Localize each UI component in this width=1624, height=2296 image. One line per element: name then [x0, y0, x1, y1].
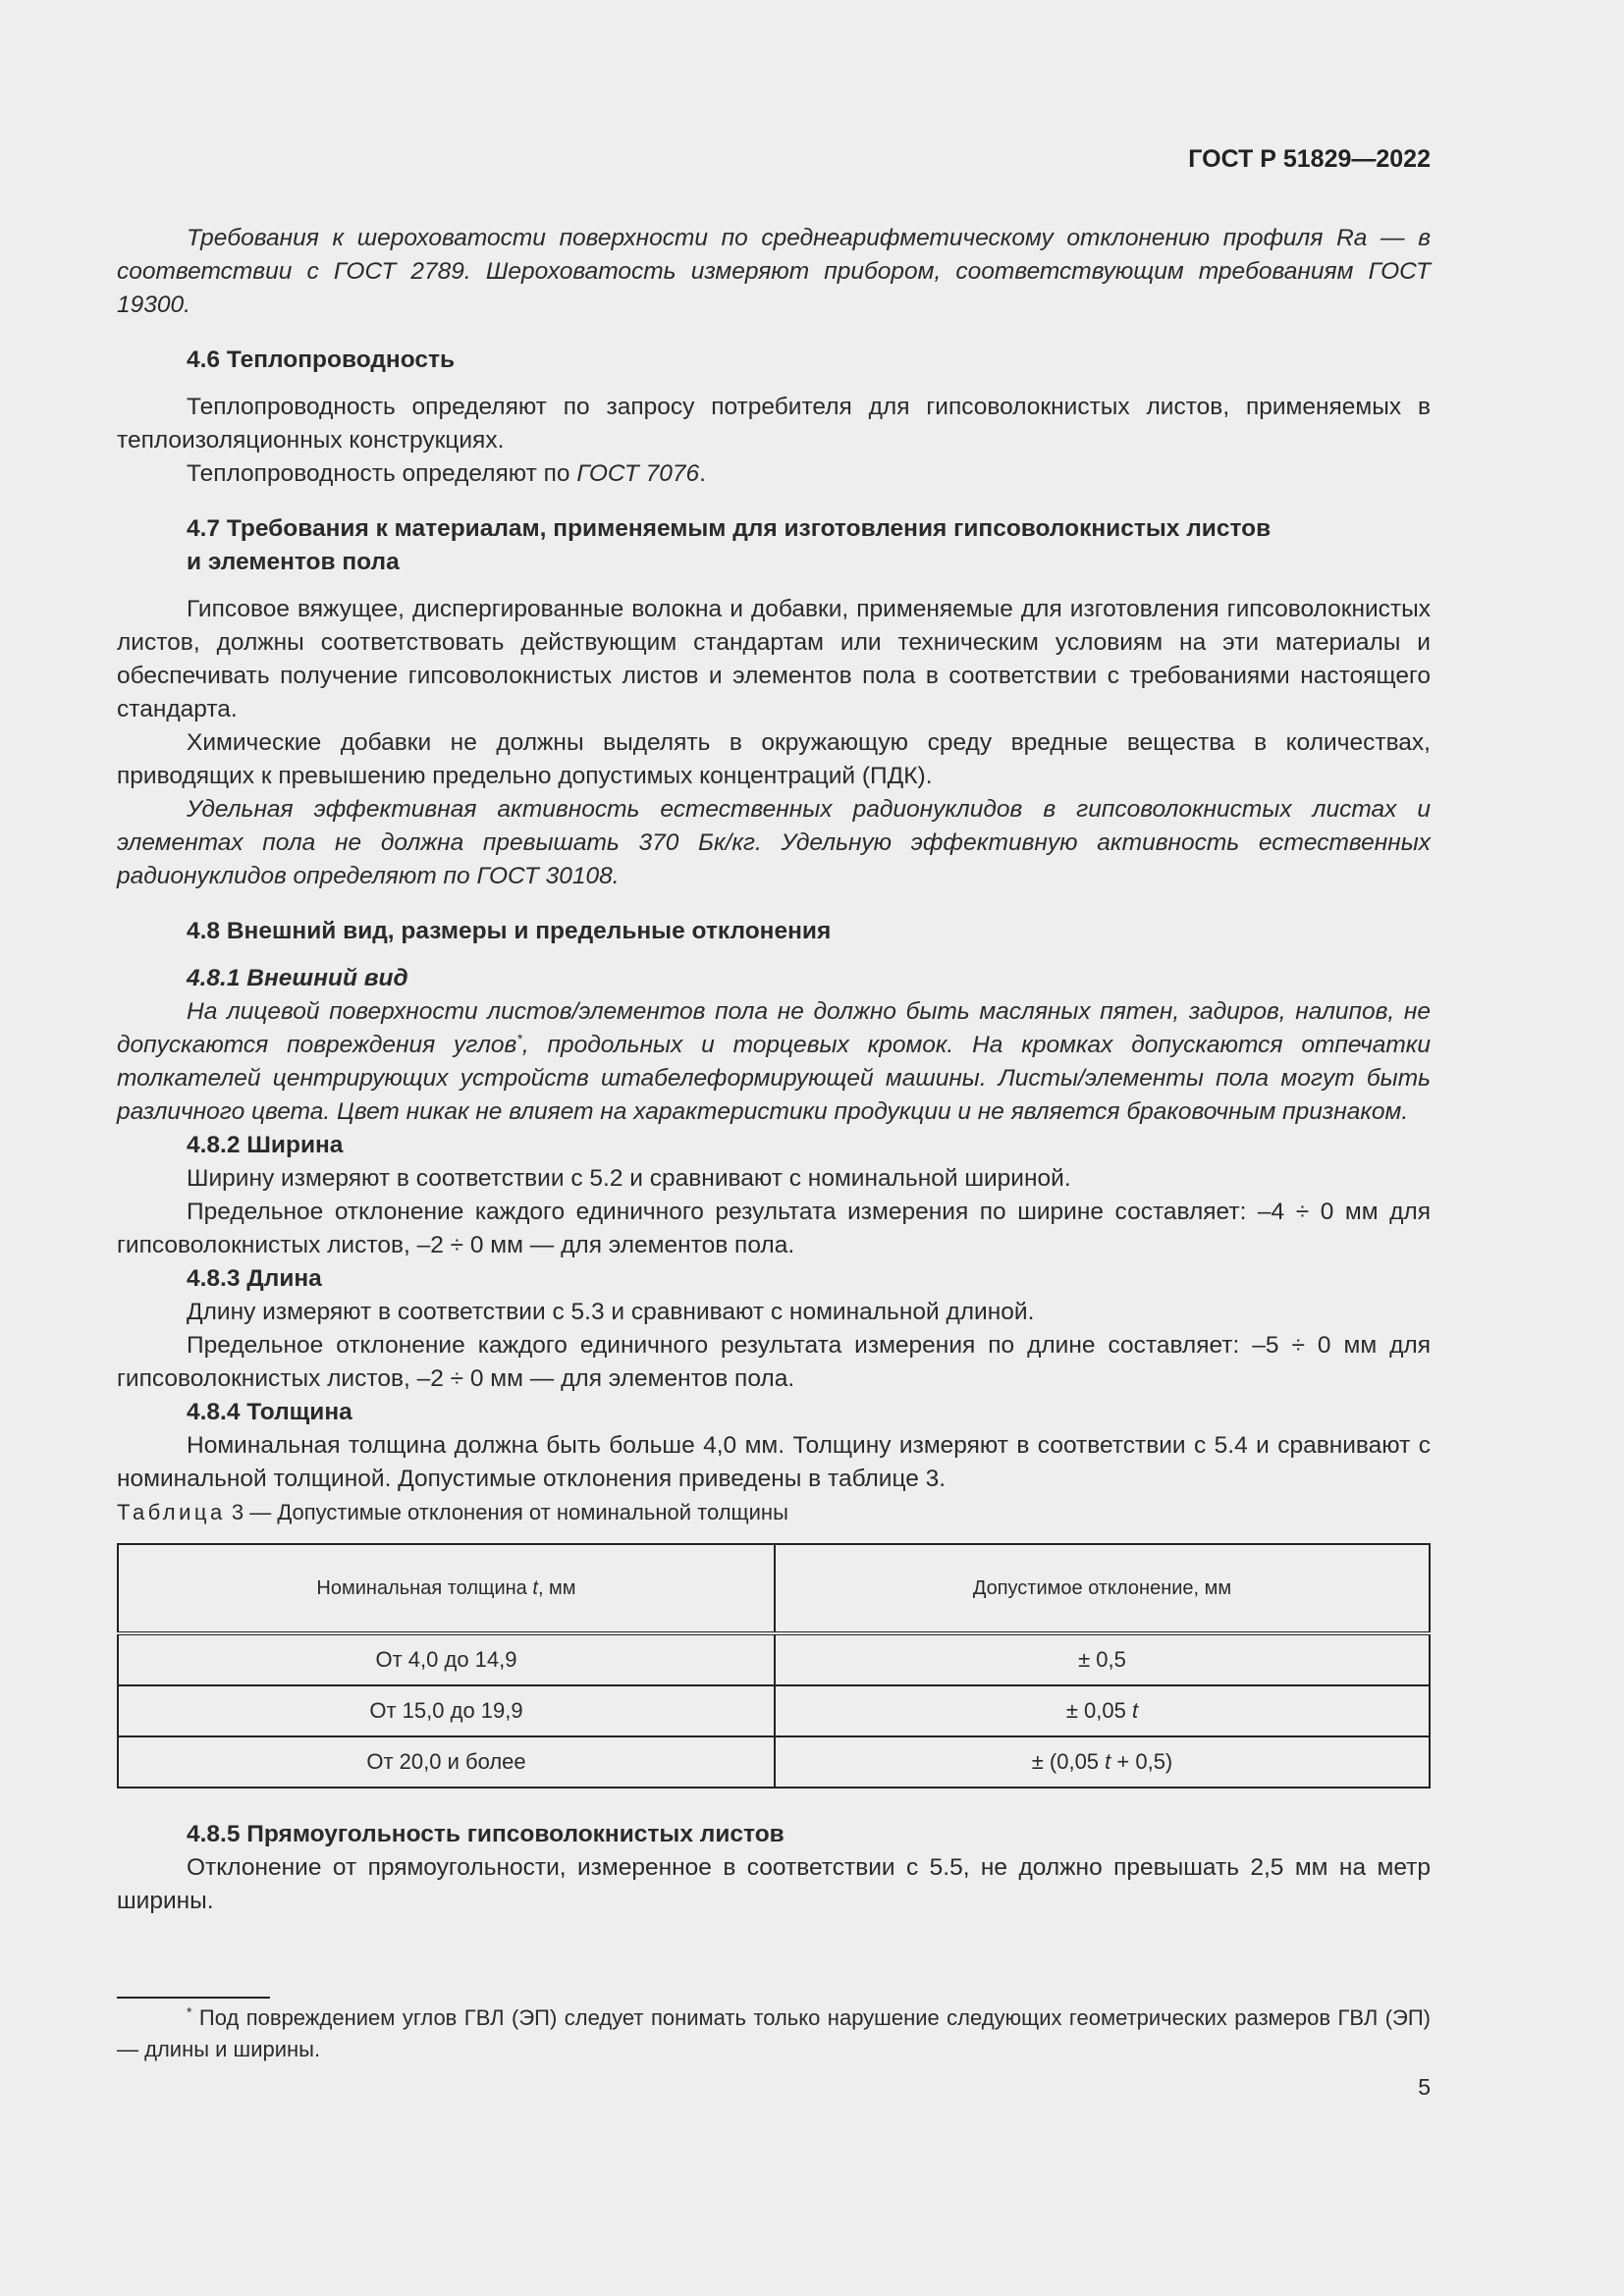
section-4-6-paragraph-2 — [117, 457, 1431, 491]
section-4-7-heading-cont: и элементов пола — [187, 549, 400, 575]
section-4-8-1-paragraph — [117, 995, 1431, 1129]
text-span: , мм — [537, 1577, 576, 1599]
section-4-6-paragraph-1: Теплопроводность определяют по запросу потребителя для гипсоволокнистых листов, применяемых в теплоизоляционных конструкциях. — [117, 394, 1431, 454]
section-4-8-4-heading: 4.8.4 Толщина — [187, 1399, 352, 1425]
column-header-nominal-thickness — [118, 1544, 775, 1633]
cell-range: От 4,0 до 14,9 — [118, 1633, 775, 1685]
table-3-caption — [117, 1496, 1431, 1529]
cell-range: От 20,0 и более — [118, 1736, 775, 1788]
table-caption-word: Таблица — [117, 1500, 226, 1524]
section-4-8-1-heading: 4.8.1 Внешний вид — [187, 965, 408, 991]
footnote-text: Под повреждением углов ГВЛ (ЭП) следует понимать только нарушение следующих геометрических размеров ГВЛ (ЭП) — длины и ширины. — [117, 2005, 1431, 2061]
section-4-8-5-paragraph: Отклонение от прямоугольности, измеренное в соответствии с 5.5, не должно превышать 2,5 мм на метр ширины. — [117, 1854, 1431, 1914]
footnote-separator — [117, 1997, 270, 1999]
cell-tolerance — [775, 1685, 1430, 1736]
table-row — [118, 1685, 1430, 1736]
footnote — [117, 2002, 1431, 2065]
standard-reference: ГОСТ 7076 — [576, 460, 700, 487]
variable-t: t — [532, 1577, 538, 1599]
section-4-8-4-paragraph: Номинальная толщина должна быть больше 4,0 мм. Толщину измеряют в соответствии с 5.4 и сравнивают с номинальной толщиной. Допустимые отклонения приведены в таблице 3. — [117, 1432, 1431, 1492]
footnote-marker: * — [187, 2003, 192, 2020]
table-caption-text: 3 — Допустимые отклонения от номинальной толщины — [225, 1500, 788, 1524]
document-id-header: ГОСТ Р 51829—2022 — [1188, 145, 1431, 173]
section-4-6-heading: 4.6 Теплопроводность — [187, 347, 456, 373]
section-4-8-3-paragraph-2: Предельное отклонение каждого единичного результата измерения по длине составляет: –5 ÷ 0 мм для гипсоволокнистых листов, –2 ÷ 0 мм — для элементов пола. — [117, 1332, 1431, 1392]
variable-t: t — [1105, 1749, 1111, 1774]
section-4-7-paragraph-2: Химические добавки не должны выделять в окружающую среду вредные вещества в количествах, приводящих к превышению предельно допустимых концентраций (ПДК). — [117, 729, 1431, 789]
footnote-marker: * — [516, 1030, 522, 1046]
text-span: + 0,5) — [1110, 1749, 1173, 1774]
table-row — [118, 1633, 1430, 1685]
cell-tolerance — [775, 1633, 1430, 1685]
section-4-7-paragraph-1: Гипсовое вяжущее, диспергированные волокна и добавки, применяемые для изготовления гипсоволокнистых листов, должны соответствовать действующим стандартам или техническим условиям на эти материалы и обеспечивать получение гипсоволокнистых листов и элементов пола в соответствии с требованиями настоящего стандарта. — [117, 596, 1431, 722]
section-4-7-paragraph-3: Удельная эффективная активность естественных радионуклидов в гипсоволокнистых листах и элементах пола не должна превышать 370 Бк/кг. Удельную эффективную активность естественных радионуклидов определяют по ГОСТ 30108. — [117, 796, 1431, 889]
section-4-8-3-paragraph-1: Длину измеряют в соответствии с 5.3 и сравнивают с номинальной длиной. — [187, 1299, 1035, 1325]
section-4-8-2-heading: 4.8.2 Ширина — [187, 1132, 344, 1158]
document-body — [117, 222, 1431, 1918]
text-span: На лицевой поверхности листов/элементов пола не должно быть масляных пятен, задиров, налипов, не допускаются повреждения углов — [117, 998, 1431, 1058]
section-4-8-3-heading: 4.8.3 Длина — [187, 1265, 322, 1292]
section-4-7-heading: 4.7 Требования к материалам, применяемым для изготовления гипсоволокнистых листов — [187, 515, 1272, 542]
variable-t: t — [1131, 1698, 1139, 1723]
text-span: , продольных и торцевых кромок. На кромках допускаются отпечатки толкателей центрирующих устройств штабелеформирующей машины. Листы/элементы пола могут быть различного цвета. Цвет никак не влияет на характеристики продукции и не является браковочным признаком. — [117, 1032, 1431, 1125]
text-span: ± (0,05 — [1031, 1749, 1106, 1774]
table-row — [118, 1736, 1430, 1788]
column-header-tolerance: Допустимое отклонение, мм — [775, 1544, 1430, 1633]
cell-tolerance — [775, 1736, 1430, 1788]
table-header-row — [118, 1544, 1430, 1633]
text-span: Номинальная толщина — [316, 1577, 533, 1599]
text-span: . — [699, 460, 706, 487]
section-4-8-heading: 4.8 Внешний вид, размеры и предельные отклонения — [187, 918, 832, 944]
page-number: 5 — [1418, 2074, 1431, 2100]
text-span: ± 0,05 — [1065, 1698, 1132, 1723]
roughness-paragraph: Требования к шероховатости поверхности по среднеарифметическому отклонению профиля Ra — в соответствии с ГОСТ 2789. Шероховатость измеряют прибором, соответствующим требованиям ГОСТ 19300. — [117, 225, 1431, 318]
text-span: ± 0,5 — [1078, 1647, 1126, 1672]
table-3 — [117, 1543, 1431, 1789]
cell-range: От 15,0 до 19,9 — [118, 1685, 775, 1736]
text-span: Теплопроводность определяют по — [187, 460, 577, 487]
section-4-8-5-heading: 4.8.5 Прямоугольность гипсоволокнистых листов — [187, 1821, 785, 1847]
section-4-8-2-paragraph-2: Предельное отклонение каждого единичного результата измерения по ширине составляет: –4 ÷ 0 мм для гипсоволокнистых листов, –2 ÷ 0 мм — для элементов пола. — [117, 1199, 1431, 1258]
section-4-8-2-paragraph-1: Ширину измеряют в соответствии с 5.2 и сравнивают с номинальной шириной. — [187, 1165, 1071, 1192]
